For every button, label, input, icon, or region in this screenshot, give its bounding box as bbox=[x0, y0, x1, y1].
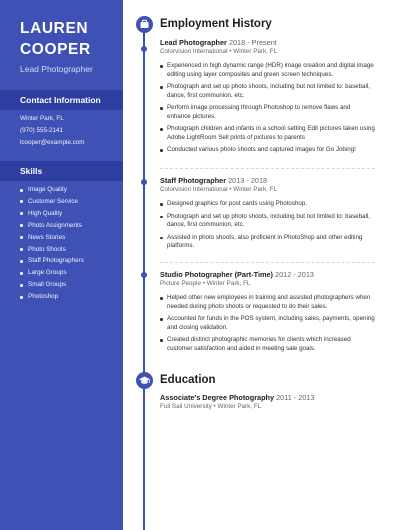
job-location: Winter Park, FL bbox=[206, 280, 251, 287]
job-bullets bbox=[160, 294, 375, 357]
graduation-cap-icon bbox=[136, 372, 153, 389]
school-location: Winter Park, FL bbox=[217, 403, 262, 410]
contact-phone: (970) 555-2141 bbox=[20, 127, 64, 134]
job-bullet: Helped other new employees in training and assisted photographers when needed during photo shoots or requested to do their sales. bbox=[160, 294, 375, 311]
skill-item: High Quality bbox=[20, 208, 84, 220]
contact-email[interactable]: lcooper@example.com bbox=[20, 139, 85, 146]
job-dates: 2012 - 2013 bbox=[275, 270, 314, 279]
job-bullet: Designed graphics for post cards using Photoshop. bbox=[160, 200, 375, 209]
job-divider bbox=[160, 262, 375, 263]
job-title-line bbox=[160, 176, 267, 185]
job-title: Staff Photographer bbox=[160, 176, 227, 185]
degree-line bbox=[160, 393, 315, 402]
job-company-line: Colorvision International • Winter Park, FL bbox=[160, 186, 278, 193]
skill-item: Large Groups bbox=[20, 267, 84, 279]
timeline-dot bbox=[141, 46, 147, 52]
job-company: Picture People bbox=[160, 280, 201, 287]
job-company-line: Colorvision International • Winter Park, FL bbox=[160, 48, 278, 55]
name-first: LAUREN bbox=[20, 20, 89, 37]
school-name: Full Sail University bbox=[160, 403, 212, 410]
employment-heading: Employment History bbox=[160, 18, 272, 30]
skill-item: Image Quality bbox=[20, 184, 84, 196]
skill-item: News Stories bbox=[20, 232, 84, 244]
skill-item: Staff Photographers bbox=[20, 255, 84, 267]
skill-item: Photo Shoots bbox=[20, 244, 84, 256]
job-bullet: Accounted for funds in the POS system, including sales, payments, opening and closing validation. bbox=[160, 315, 375, 332]
job-bullet: Perform image processing through Photoshop to remove flaws and enhance pictures. bbox=[160, 104, 375, 121]
job-bullet: Photograph and set up photo shoots, including but not limited to: baseball, dance, first communion, etc. bbox=[160, 213, 375, 230]
job-location: Winter Park, FL bbox=[233, 186, 278, 193]
job-bullet: Conducted various photo shoots and captured images for Go Jobing! bbox=[160, 146, 375, 155]
job-title: Lead Photographer bbox=[160, 38, 227, 47]
job-bullet: Created distinct photographic memories for clients which increased customer satisfaction and aided in meeting sale goals. bbox=[160, 336, 375, 353]
job-bullet: Assisted in photo shoots, also proficient in PhotoShop and other editing platforms. bbox=[160, 234, 375, 251]
timeline-dot bbox=[141, 179, 147, 185]
job-bullet: Experienced in high dynamic range (HDR) image creation and digital image editing using layer composites and green screen techniques. bbox=[160, 62, 375, 79]
briefcase-icon bbox=[136, 16, 153, 33]
candidate-job-title: Lead Photographer bbox=[20, 64, 93, 74]
degree-dates: 2011 - 2013 bbox=[276, 393, 315, 402]
skill-item: Customer Service bbox=[20, 196, 84, 208]
job-location: Winter Park, FL bbox=[233, 48, 278, 55]
job-company-line: Picture People • Winter Park, FL bbox=[160, 280, 251, 287]
school-line: Full Sail University • Winter Park, FL bbox=[160, 403, 262, 410]
skills-list bbox=[20, 184, 84, 303]
job-bullet: Photograph children and infants in a school setting Edit pictures taken using Adobe LightRoom Sell prints of pictures to parents bbox=[160, 125, 375, 142]
education-heading: Education bbox=[160, 374, 216, 386]
timeline-dot bbox=[141, 272, 147, 278]
job-title: Studio Photographer (Part-Time) bbox=[160, 270, 273, 279]
job-divider bbox=[160, 168, 375, 169]
job-title-line bbox=[160, 270, 314, 279]
skills-heading-band bbox=[0, 161, 123, 181]
skill-item: Small Groups bbox=[20, 279, 84, 291]
job-dates: 2018 - Present bbox=[228, 38, 277, 47]
contact-location: Winter Park, FL bbox=[20, 115, 64, 122]
skill-item: Photoshop bbox=[20, 291, 84, 303]
job-bullets bbox=[160, 62, 375, 159]
job-bullets bbox=[160, 200, 375, 255]
skill-item: Photo Assignments bbox=[20, 220, 84, 232]
degree-title: Associate's Degree Photography bbox=[160, 393, 275, 402]
job-dates: 2013 - 2018 bbox=[228, 176, 268, 185]
job-company: Colorvision International bbox=[160, 186, 228, 193]
contact-heading-band bbox=[0, 90, 123, 110]
job-bullet: Photograph and set up photo shoots, including but not limited to: baseball, dance, first communion, etc. bbox=[160, 83, 375, 100]
sidebar bbox=[0, 0, 123, 530]
job-title-line bbox=[160, 38, 277, 47]
skills-heading: Skills bbox=[20, 166, 43, 176]
name-last: COOPER bbox=[20, 41, 91, 58]
job-company: Colorvision International bbox=[160, 48, 228, 55]
candidate-name bbox=[20, 18, 91, 60]
contact-heading: Contact Information bbox=[20, 95, 101, 105]
